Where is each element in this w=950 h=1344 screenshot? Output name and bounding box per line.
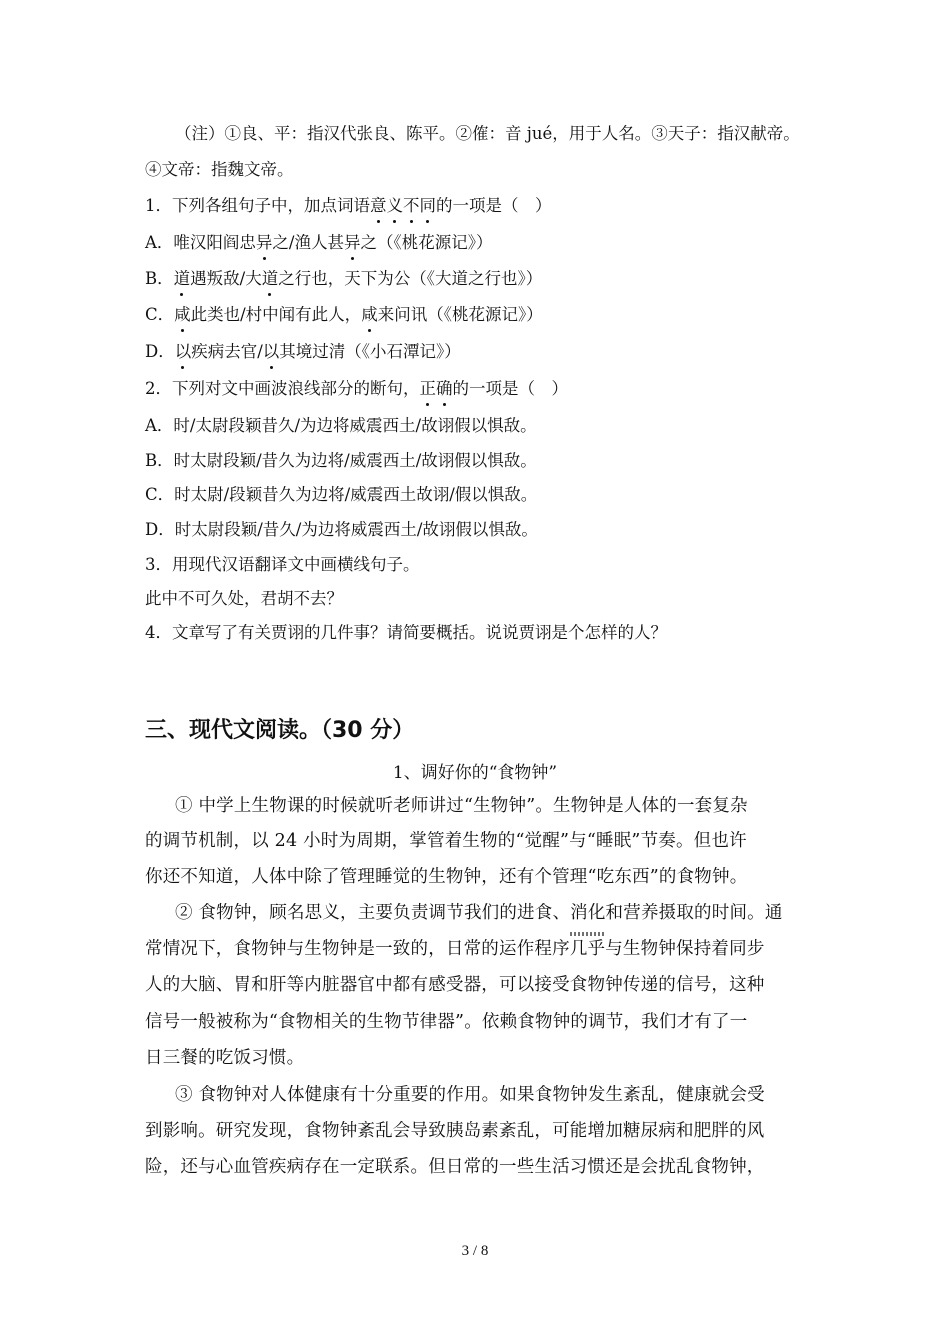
para3-line-1: ③ 食物钟对人体健康有十分重要的作用。如果食物钟发生紊乱，健康就会受 (175, 1085, 765, 1105)
note-line-1: （注）①良、平：指汉代张良、陈平。②傕：音 jué，用于人名。③天子：指汉献帝。 (175, 124, 800, 143)
note-line-2: ④文帝：指魏文帝。 (145, 160, 294, 179)
para2-line-3: 人的大脑、胃和肝等内脏器官中都有感受器，可以接受食物钟传递的信号，这种 (145, 975, 765, 995)
section-heading: 三、现代文阅读。（30 分） (145, 718, 415, 743)
question-3: 3．用现代汉语翻译文中画横线句子。 (145, 555, 420, 574)
article-title: 1、调好你的“食物钟” (392, 763, 558, 783)
para1-line-1: ① 中学上生物课的时候就听老师讲过“生物钟”。生物钟是人体的一套复杂 (175, 796, 748, 816)
question-1: 1．下列各组句子中，加点词语意义不同的一项是（ ） (145, 194, 815, 218)
page-number: 3 / 8 (461, 1243, 489, 1259)
q1-option-a: A．唯汉阳阎忠异之/渔人甚异之（《桃花源记》） (145, 231, 815, 255)
question-2: 2．下列对文中画波浪线部分的断句，正确的一项是（ ） (145, 377, 815, 401)
q2-option-c: C．时太尉/段颖昔久为边将/威震西土故诩/假以惧敌。 (145, 485, 538, 504)
para3-line-3: 险，还与心血管疾病存在一定联系。但日常的一些生活习惯还是会扰乱食物钟， (145, 1157, 765, 1177)
para1-line-3: 你还不知道，人体中除了管理睡觉的生物钟，还有个管理“吃东西”的食物钟。 (145, 867, 748, 887)
para2-line-2: 常情况下，食物钟与生物钟是一致的，日常的运作程序几乎与生物钟保持着同步 (145, 939, 765, 959)
q1-option-d: D．以疾病去官/以其境过清（《小石潭记》） (145, 340, 815, 364)
q1-option-c: C．咸此类也/村中闻有此人，咸来问讯（《桃花源记》） (145, 303, 815, 327)
q3-sentence: 此中不可久处，君胡不去？ (145, 589, 343, 608)
para3-line-2: 到影响。研究发现，食物钟紊乱会导致胰岛素紊乱，可能增加糖尿病和肥胖的风 (145, 1121, 765, 1141)
para2-line-1: ② 食物钟，顾名思义，主要负责调节我们的进食、消化和营养摄取的时间。通 (175, 903, 783, 923)
q1-option-b: B．道遇叛敌/大道之行也，天下为公（《大道之行也》） (145, 267, 815, 291)
q2-option-a: A．时/太尉段颖昔久/为边将威震西土/故诩假以惧敌。 (145, 416, 537, 435)
q2-option-d: D．时太尉段颖/昔久/为边将威震西土/故诩假以惧敌。 (145, 520, 538, 539)
q2-option-b: B．时太尉段颖/昔久为边将/威震西土/故诩假以惧敌。 (145, 451, 537, 470)
para2-line-4: 信号一般被称为“食物相关的生物节律器”。依赖食物钟的调节，我们才有了一 (145, 1012, 748, 1032)
para2-line-5: 日三餐的吃饭习惯。 (145, 1048, 305, 1068)
question-4: 4．文章写了有关贾诩的几件事？请简要概括。说说贾诩是个怎样的人？ (145, 623, 667, 642)
para1-line-2: 的调节机制，以 24 小时为周期，掌管着生物的“觉醒”与“睡眠”节奏。但也许 (145, 831, 747, 851)
wavy-underline-text: 几乎 (569, 939, 606, 959)
